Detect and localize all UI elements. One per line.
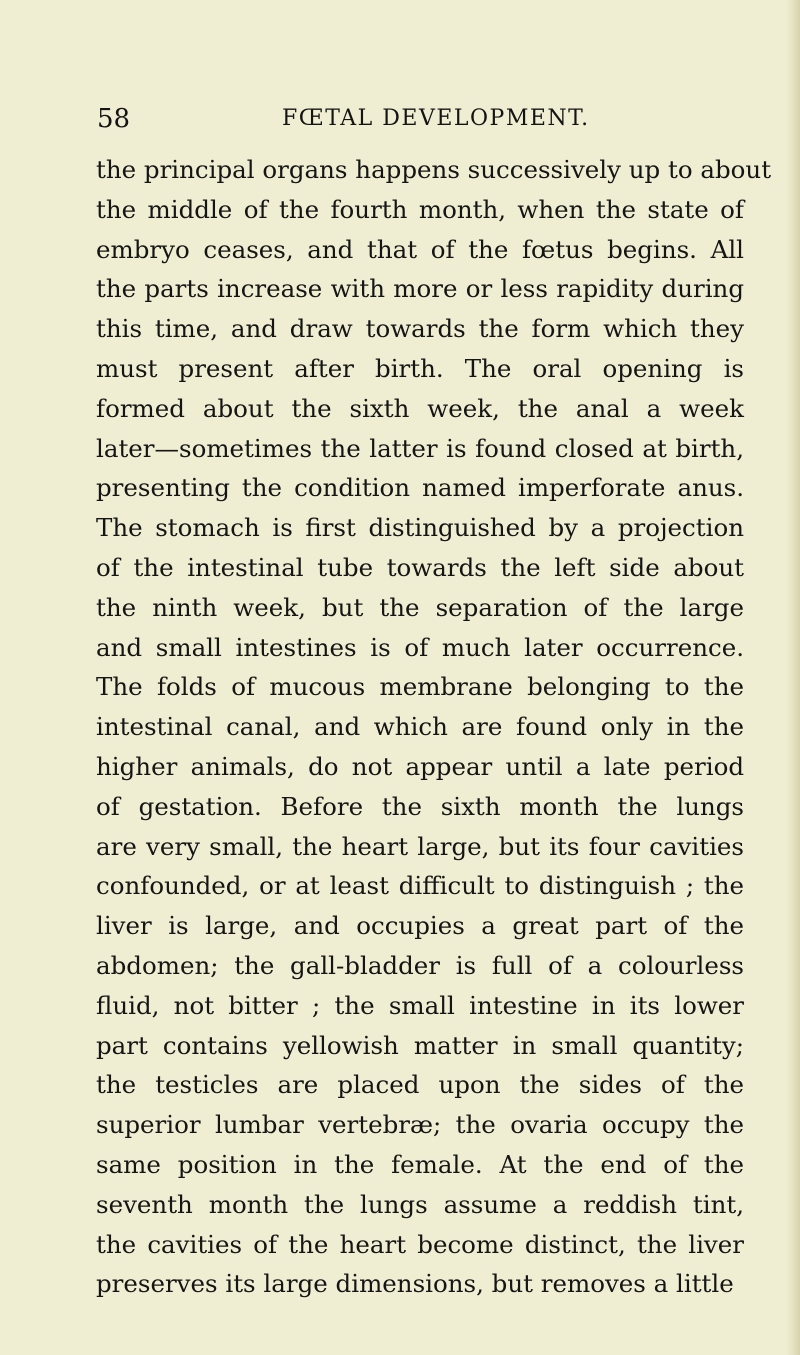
text-line: must present after birth. The oral opening is [96, 353, 744, 383]
text-line: The stomach is first distinguished by a projection [96, 513, 744, 543]
running-title: FŒTAL DEVELOPMENT. [282, 106, 590, 131]
text-line: this time, and draw towards the form which they [96, 314, 744, 344]
text-line: superior lumbar vertebræ; the ovaria occupy the [96, 1110, 744, 1140]
text-line: the cavities of the heart become distinct, the liver [96, 1229, 744, 1259]
text-line: fluid, not bitter ; the small intestine in its lower [96, 990, 744, 1020]
text-line: preserves its large dimensions, but removes a little [96, 1269, 734, 1299]
text-line: later—sometimes the latter is found closed at birth, [96, 433, 744, 463]
text-line: The folds of mucous membrane belonging to the [96, 672, 744, 702]
text-line: formed about the sixth week, the anal a week [96, 393, 744, 423]
page-number: 58 [97, 104, 131, 134]
text-line: presenting the condition named imperforate anus. [96, 473, 744, 503]
text-line: the middle of the fourth month, when the state of [96, 194, 744, 224]
text-line: and small intestines is of much later occurrence. [96, 632, 744, 662]
text-line: confounded, or at least difficult to distinguish ; the [96, 871, 744, 901]
text-line: same position in the female. At the end of the [96, 1149, 744, 1179]
text-line: of the intestinal tube towards the left side about [96, 552, 744, 582]
text-line: abdomen; the gall-bladder is full of a colourless [96, 950, 744, 980]
text-line: intestinal canal, and which are found only in the [96, 712, 744, 742]
text-line: the testicles are placed upon the sides of the [96, 1070, 744, 1100]
page-edge [786, 0, 800, 1355]
text-line: the ninth week, but the separation of the large [96, 592, 744, 622]
text-line: of gestation. Before the sixth month the lungs [96, 791, 744, 821]
text-line: liver is large, and occupies a great part of the [96, 911, 744, 941]
text-line: seventh month the lungs assume a reddish tint, [96, 1189, 744, 1219]
running-head [97, 103, 737, 135]
text-line: the parts increase with more or less rapidity during [96, 274, 744, 304]
text-line: the principal organs happens successively up to about [96, 155, 772, 184]
text-line: are very small, the heart large, but its four cavities [96, 831, 744, 861]
text-line: embryo ceases, and that of the fœtus begins. All [96, 234, 744, 264]
text-line: higher animals, do not appear until a late period [96, 751, 744, 781]
text-line: part contains yellowish matter in small quantity; [96, 1030, 744, 1060]
body-paragraph [96, 150, 772, 1304]
